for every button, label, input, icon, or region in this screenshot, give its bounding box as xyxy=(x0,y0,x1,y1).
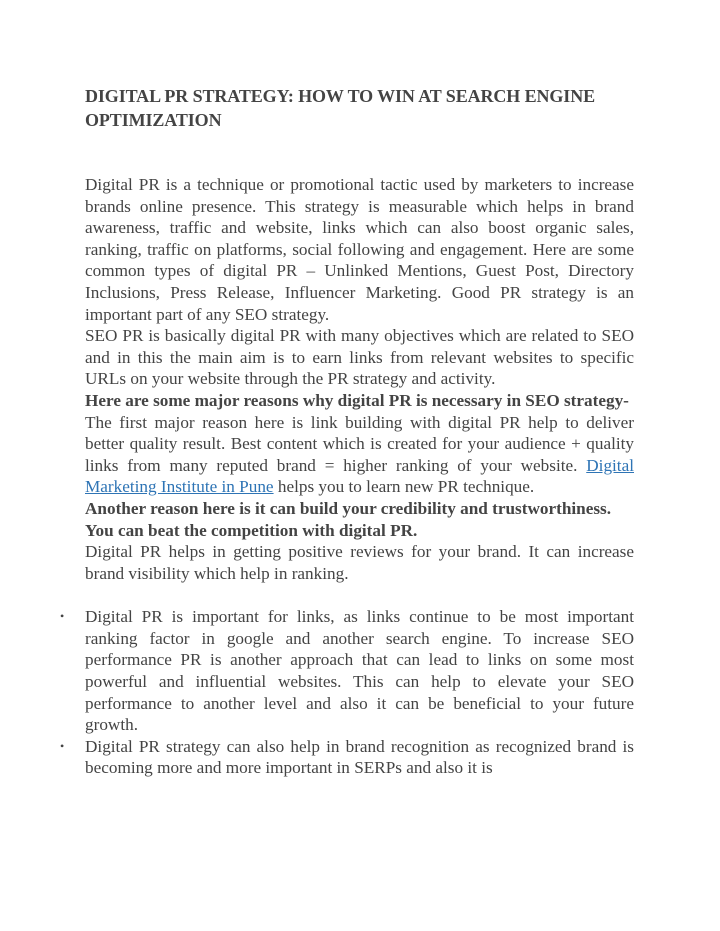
reasons-bullet-list xyxy=(60,606,634,779)
digital-marketing-institute-link[interactable]: Digital Marketing Institute in Pune xyxy=(85,455,634,497)
reasons-heading: Here are some major reasons why digital PR is necessary in SEO strategy- xyxy=(85,390,629,410)
bullet-dot-icon: • xyxy=(60,609,65,624)
bullet-dot-icon: • xyxy=(60,738,65,753)
reason-one-text-end: helps you to learn new PR technique. xyxy=(273,477,535,497)
reason-three-paragraph: Digital PR helps in getting positive reviews for your brand. It can increase brand visibility which help in ranking. xyxy=(85,542,634,583)
reason-one-paragraph xyxy=(85,412,634,498)
seo-pr-paragraph: SEO PR is basically digital PR with many objectives which are related to SEO and in this the main aim is to earn links from relevant websites to specific URLs on your website through the PR strategy and activity. xyxy=(85,326,634,389)
intro-paragraph: Digital PR is a technique or promotional tactic used by marketers to increase brands online presence. This strategy is measurable which helps in brand awareness, traffic and website, links which can also boost organic sales, ranking, traffic on platforms, social following and engagement. Here are some common types of digital PR – Unlinked Mentions, Guest Post, Directory Inclusions, Press Release, Influencer Marketing. Good PR strategy is an important part of any SEO strategy. xyxy=(85,175,634,324)
document-page xyxy=(60,84,634,779)
document-title: DIGITAL PR STRATEGY: HOW TO WIN AT SEARCH ENGINE OPTIMIZATION xyxy=(85,86,596,130)
bullet-text: Digital PR is important for links, as links continue to be most important ranking factor in google and another search engine. To increase SEO performance PR is another approach that can lead to links on some most powerful and influential websites. This can help to elevate your SEO performance to another level and also it can be beneficial to your future growth. xyxy=(85,607,634,735)
bullet-text: Digital PR strategy can also help in brand recognition as recognized brand is becoming more and more important in SERPs and also it is xyxy=(85,736,634,778)
bullet-list-item xyxy=(60,606,634,736)
reason-three-heading: You can beat the competition with digital PR. xyxy=(85,520,418,540)
reason-two-heading: Another reason here is it can build your credibility and trustworthiness. xyxy=(85,498,612,518)
bullet-list-item xyxy=(60,736,634,779)
reason-one-text: The first major reason here is link building with digital PR help to deliver better quality result. Best content which is created for your audience + quality links from many reputed brand = higher ranking of your website. xyxy=(85,412,634,475)
